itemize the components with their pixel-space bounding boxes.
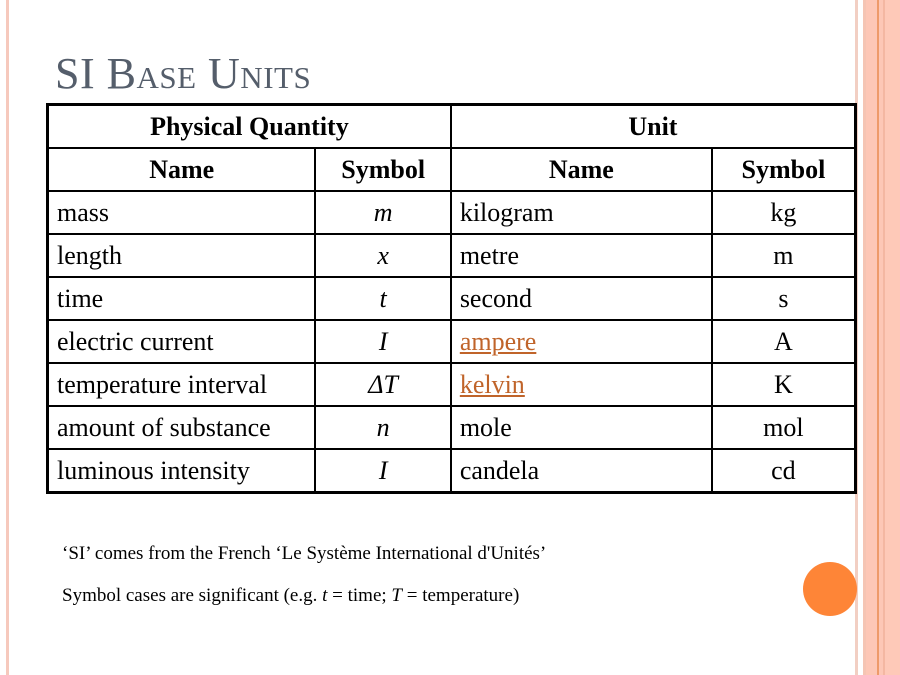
header-physical-quantity: Physical Quantity bbox=[48, 105, 451, 149]
table-row bbox=[48, 191, 856, 234]
quantity-name: mass bbox=[48, 191, 316, 234]
table-row bbox=[48, 277, 856, 320]
unit-symbol: s bbox=[712, 277, 856, 320]
quantity-symbol: x bbox=[315, 234, 450, 277]
quantity-symbol: ΔT bbox=[315, 363, 450, 406]
group-header-row bbox=[48, 105, 856, 149]
unit-symbol: m bbox=[712, 234, 856, 277]
header-unit-symbol: Symbol bbox=[712, 148, 856, 191]
decorative-orange-circle bbox=[803, 562, 857, 616]
unit-name: second bbox=[451, 277, 712, 320]
table-row bbox=[48, 320, 856, 363]
header-unit: Unit bbox=[451, 105, 856, 149]
quantity-name: electric current bbox=[48, 320, 316, 363]
header-quantity-name: Name bbox=[48, 148, 316, 191]
unit-name: candela bbox=[451, 449, 712, 493]
si-origin-note: ‘SI’ comes from the French ‘Le Système International d'Unités’ bbox=[62, 543, 547, 564]
unit-symbol: K bbox=[712, 363, 856, 406]
symbol-case-note: Symbol cases are significant (e.g. t = time; T = temperature) bbox=[62, 585, 520, 606]
table-row bbox=[48, 363, 856, 406]
quantity-symbol: I bbox=[315, 449, 450, 493]
quantity-symbol: I bbox=[315, 320, 450, 363]
unit-symbol: kg bbox=[712, 191, 856, 234]
unit-name: mole bbox=[451, 406, 712, 449]
table-row bbox=[48, 449, 856, 493]
slide-title: SI Base Units bbox=[55, 49, 312, 98]
quantity-name: temperature interval bbox=[48, 363, 316, 406]
quantity-symbol: t bbox=[315, 277, 450, 320]
table-row bbox=[48, 406, 856, 449]
quantity-symbol: n bbox=[315, 406, 450, 449]
quantity-name: time bbox=[48, 277, 316, 320]
right-decorative-stripes bbox=[855, 0, 900, 675]
table-row bbox=[48, 234, 856, 277]
left-border-line bbox=[6, 0, 9, 675]
header-unit-name: Name bbox=[451, 148, 712, 191]
header-quantity-symbol: Symbol bbox=[315, 148, 450, 191]
si-units-table bbox=[46, 103, 857, 494]
quantity-name: amount of substance bbox=[48, 406, 316, 449]
unit-symbol: cd bbox=[712, 449, 856, 493]
quantity-name: luminous intensity bbox=[48, 449, 316, 493]
unit-name: metre bbox=[451, 234, 712, 277]
quantity-symbol: m bbox=[315, 191, 450, 234]
ampere-link[interactable]: ampere bbox=[459, 327, 537, 356]
unit-symbol: A bbox=[712, 320, 856, 363]
kelvin-link[interactable]: kelvin bbox=[459, 370, 525, 399]
quantity-name: length bbox=[48, 234, 316, 277]
sub-header-row bbox=[48, 148, 856, 191]
unit-symbol: mol bbox=[712, 406, 856, 449]
unit-name: kilogram bbox=[451, 191, 712, 234]
